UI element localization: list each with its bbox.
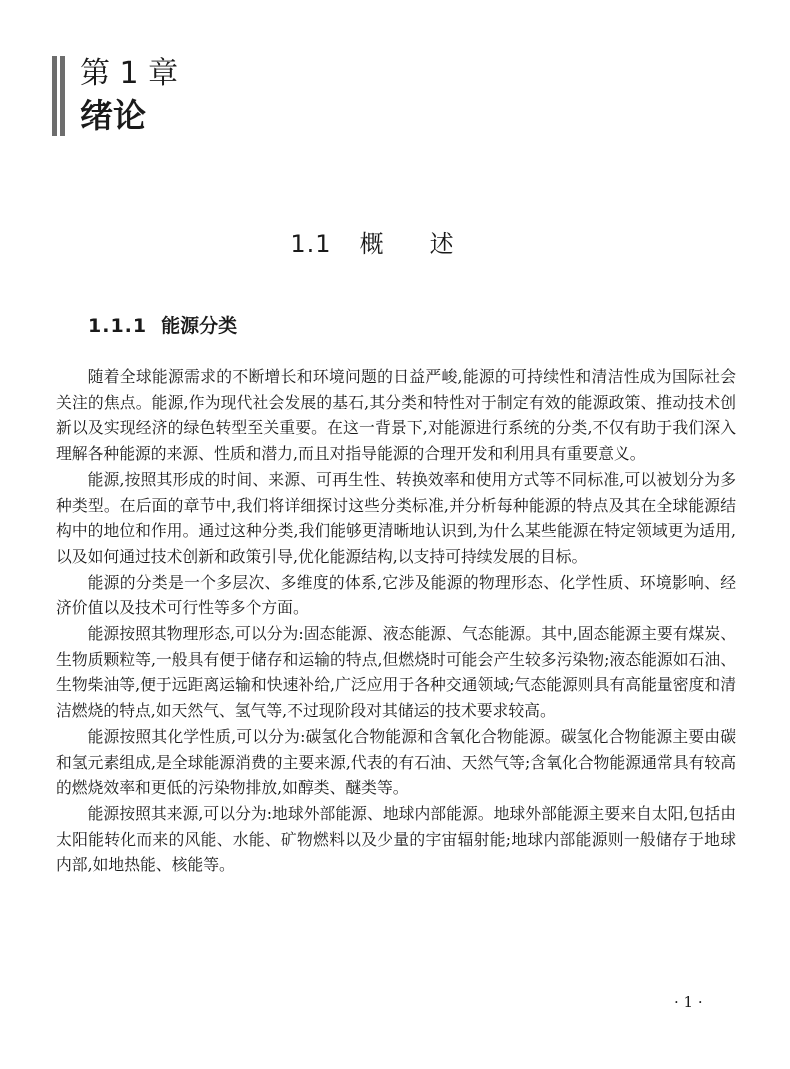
chapter-heading-bars xyxy=(52,56,72,136)
paragraph: 能源按照其化学性质,可以分为:碳氢化合物能源和含氧化合物能源。碳氢化合物能源主要由碳和氢元素组成,是全球能源消费的主要来源,代表的有石油、天然气等;含氧化合物能源通常具有较高的燃烧效率和更低的污染物排放,如醇类、醚类等。 xyxy=(56,726,736,798)
chapter-title: 绪论 xyxy=(80,96,146,135)
body-text xyxy=(56,364,736,878)
section-number: 1.1 xyxy=(290,230,332,258)
section-title: 概述 xyxy=(359,230,500,258)
paragraph: 随着全球能源需求的不断增长和环境问题的日益严峻,能源的可持续性和清洁性成为国际社会关注的焦点。能源,作为现代社会发展的基石,其分类和特性对于制定有效的能源政策、推动技术创新以及实现经济的绿色转型至关重要。在这一背景下,对能源进行系统的分类,不仅有助于我们深入理解各种能源的来源、性质和潜力,而且对指导能源的合理开发和利用具有重要意义。 xyxy=(56,367,736,464)
subsection-number: 1.1.1 xyxy=(88,315,148,337)
chapter-number: 第 1 章 xyxy=(80,56,179,91)
chapter-bar-left xyxy=(52,56,57,136)
section-heading xyxy=(0,228,790,260)
paragraph: 能源的分类是一个多层次、多维度的体系,它涉及能源的物理形态、化学性质、环境影响、经济价值以及技术可行性等多个方面。 xyxy=(56,572,736,618)
chapter-bar-right xyxy=(60,56,65,136)
paragraph: 能源,按照其形成的时间、来源、可再生性、转换效率和使用方式等不同标准,可以被划分为多种类型。在后面的章节中,我们将详细探讨这些分类标准,并分析每种能源的特点及其在全球能源结构中的地位和作用。通过这种分类,我们能够更清晰地认识到,为什么某些能源在特定领域更为适用,以及如何通过技术创新和政策引导,优化能源结构,以支持可持续发展的目标。 xyxy=(56,469,736,566)
paragraph: 能源按照其物理形态,可以分为:固态能源、液态能源、气态能源。其中,固态能源主要有煤炭、生物质颗粒等,一般具有便于储存和运输的特点,但燃烧时可能会产生较多污染物;液态能源如石油、生物柴油等,便于远距离运输和快速补给,广泛应用于各种交通领域;气态能源则具有高能量密度和清洁燃烧的特点,如天然气、氢气等,不过现阶段对其储运的技术要求较高。 xyxy=(56,624,736,721)
page-number: · 1 · xyxy=(674,993,703,1011)
paragraph: 能源按照其来源,可以分为:地球外部能源、地球内部能源。地球外部能源主要来自太阳,包括由太阳能转化而来的风能、水能、矿物燃料以及少量的宇宙辐射能;地球内部能源则一般储存于地球内部,如地热能、核能等。 xyxy=(56,803,736,875)
subsection-heading xyxy=(88,312,237,340)
subsection-title: 能源分类 xyxy=(161,315,238,337)
